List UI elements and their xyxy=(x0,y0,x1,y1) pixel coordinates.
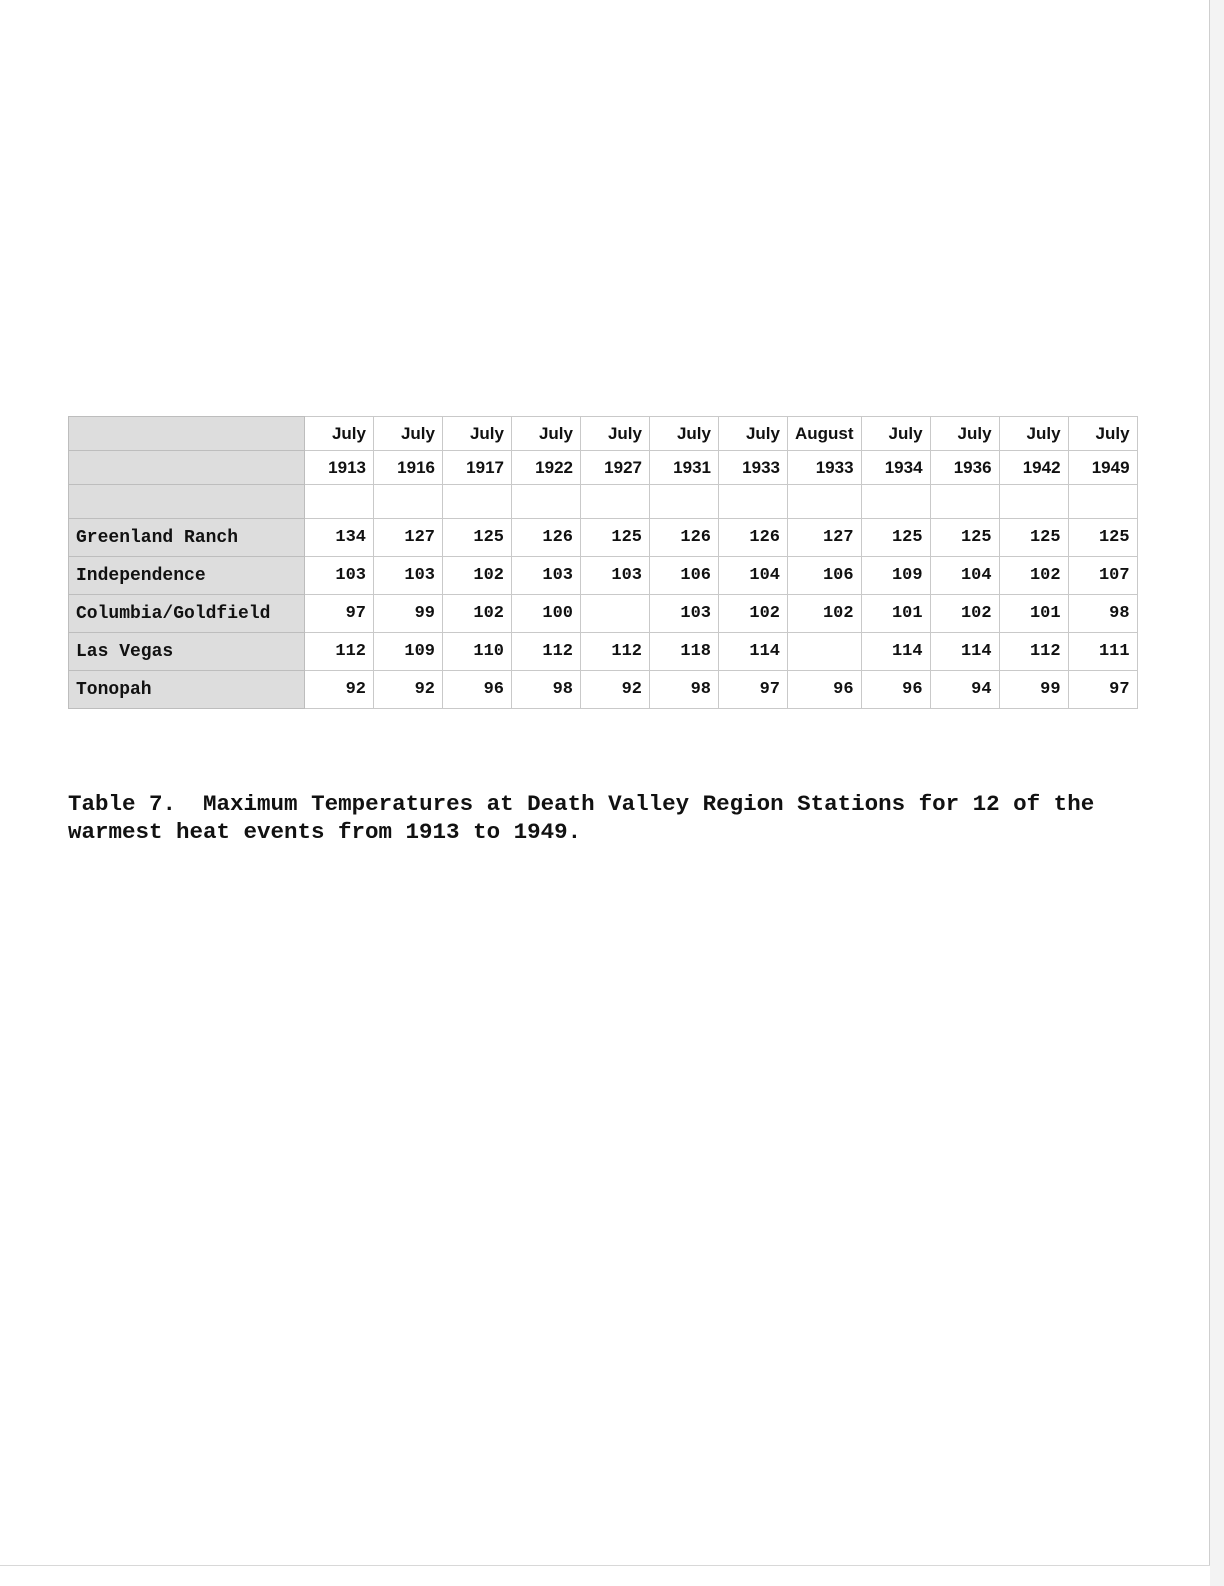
page-edge xyxy=(1209,0,1224,1586)
temperature-value: 112 xyxy=(305,633,374,671)
temperature-value: 102 xyxy=(443,595,512,633)
table-row xyxy=(69,595,1138,633)
header-month: July xyxy=(1068,417,1137,451)
table-caption xyxy=(68,790,1128,846)
blank-cell xyxy=(443,485,512,519)
header-month: July xyxy=(443,417,512,451)
temperature-value: 134 xyxy=(305,519,374,557)
temperature-value: 109 xyxy=(861,557,930,595)
header-month: July xyxy=(719,417,788,451)
temperature-value: 104 xyxy=(719,557,788,595)
table-row xyxy=(69,519,1138,557)
temperature-value: 125 xyxy=(999,519,1068,557)
temperature-value: 101 xyxy=(861,595,930,633)
temperature-value: 97 xyxy=(305,595,374,633)
header-year: 1913 xyxy=(305,451,374,485)
header-month: July xyxy=(930,417,999,451)
temperature-value: 99 xyxy=(374,595,443,633)
station-name: Columbia/Goldfield xyxy=(69,595,305,633)
temperature-value: 112 xyxy=(999,633,1068,671)
temperature-value: 96 xyxy=(861,671,930,709)
temperature-value: 112 xyxy=(581,633,650,671)
header-year: 1933 xyxy=(719,451,788,485)
header-year: 1936 xyxy=(930,451,999,485)
page-bottom-edge xyxy=(0,1565,1210,1586)
blank-row xyxy=(69,485,1138,519)
temperature-value: 103 xyxy=(650,595,719,633)
header-year: 1949 xyxy=(1068,451,1137,485)
temperature-value: 125 xyxy=(930,519,999,557)
temperature-value: 94 xyxy=(930,671,999,709)
header-year: 1934 xyxy=(861,451,930,485)
header-year: 1927 xyxy=(581,451,650,485)
header-year: 1922 xyxy=(512,451,581,485)
header-row-months xyxy=(69,417,1138,451)
header-month: July xyxy=(861,417,930,451)
header-year: 1931 xyxy=(650,451,719,485)
temperature-value: 106 xyxy=(650,557,719,595)
blank-stub-cell xyxy=(69,485,305,519)
caption-text: Maximum Temperatures at Death Valley Region Stations for 12 of the warmest heat events from 1913 to 1949. xyxy=(68,791,1108,845)
blank-cell xyxy=(305,485,374,519)
table-row xyxy=(69,557,1138,595)
temperature-value: 127 xyxy=(788,519,862,557)
temperature-value: 100 xyxy=(512,595,581,633)
temperature-value: 126 xyxy=(512,519,581,557)
temperature-value: 101 xyxy=(999,595,1068,633)
blank-cell xyxy=(512,485,581,519)
temperature-value: 114 xyxy=(861,633,930,671)
temperature-value: 126 xyxy=(719,519,788,557)
temperature-value: 114 xyxy=(930,633,999,671)
temperature-value: 111 xyxy=(1068,633,1137,671)
temperature-value: 102 xyxy=(788,595,862,633)
temperature-value: 103 xyxy=(581,557,650,595)
temperature-value: 103 xyxy=(374,557,443,595)
temperature-value: 92 xyxy=(305,671,374,709)
temperature-value: 125 xyxy=(861,519,930,557)
temperature-value: 125 xyxy=(581,519,650,557)
header-month: July xyxy=(305,417,374,451)
blank-cell xyxy=(650,485,719,519)
station-name: Tonopah xyxy=(69,671,305,709)
blank-cell xyxy=(788,485,862,519)
temperature-value: 102 xyxy=(999,557,1068,595)
temperature-value: 107 xyxy=(1068,557,1137,595)
header-stub-cell xyxy=(69,417,305,451)
header-month: July xyxy=(374,417,443,451)
temperature-value: 103 xyxy=(512,557,581,595)
temperature-value: 125 xyxy=(1068,519,1137,557)
temperature-value: 110 xyxy=(443,633,512,671)
header-month: July xyxy=(512,417,581,451)
temperature-value: 102 xyxy=(443,557,512,595)
temperature-value: 125 xyxy=(443,519,512,557)
temperature-value: 98 xyxy=(1068,595,1137,633)
blank-cell xyxy=(861,485,930,519)
header-month: July xyxy=(650,417,719,451)
header-month: July xyxy=(581,417,650,451)
temperature-value: 92 xyxy=(581,671,650,709)
temperature-value xyxy=(581,595,650,633)
temperature-value: 98 xyxy=(650,671,719,709)
temperature-value: 98 xyxy=(512,671,581,709)
temperature-value: 97 xyxy=(1068,671,1137,709)
temperature-value xyxy=(788,633,862,671)
temperature-value: 96 xyxy=(788,671,862,709)
temperature-table-body xyxy=(69,417,1138,709)
caption-label: Table 7. xyxy=(68,791,177,817)
temperature-value: 97 xyxy=(719,671,788,709)
temperature-value: 112 xyxy=(512,633,581,671)
header-year: 1916 xyxy=(374,451,443,485)
temperature-value: 92 xyxy=(374,671,443,709)
temperature-table xyxy=(68,416,1138,709)
header-month: July xyxy=(999,417,1068,451)
blank-cell xyxy=(719,485,788,519)
header-month: August xyxy=(788,417,862,451)
station-name: Independence xyxy=(69,557,305,595)
blank-cell xyxy=(930,485,999,519)
table-row xyxy=(69,633,1138,671)
station-name: Greenland Ranch xyxy=(69,519,305,557)
temperature-value: 102 xyxy=(719,595,788,633)
temperature-value: 99 xyxy=(999,671,1068,709)
header-stub-cell xyxy=(69,451,305,485)
temperature-value: 106 xyxy=(788,557,862,595)
temperature-value: 118 xyxy=(650,633,719,671)
header-row-years xyxy=(69,451,1138,485)
header-year: 1942 xyxy=(999,451,1068,485)
temperature-value: 96 xyxy=(443,671,512,709)
temperature-value: 126 xyxy=(650,519,719,557)
blank-cell xyxy=(1068,485,1137,519)
temperature-value: 104 xyxy=(930,557,999,595)
temperature-value: 103 xyxy=(305,557,374,595)
header-year: 1933 xyxy=(788,451,862,485)
blank-cell xyxy=(999,485,1068,519)
station-name: Las Vegas xyxy=(69,633,305,671)
header-year: 1917 xyxy=(443,451,512,485)
table-row xyxy=(69,671,1138,709)
blank-cell xyxy=(581,485,650,519)
temperature-value: 114 xyxy=(719,633,788,671)
blank-cell xyxy=(374,485,443,519)
temperature-value: 109 xyxy=(374,633,443,671)
temperature-value: 127 xyxy=(374,519,443,557)
temperature-value: 102 xyxy=(930,595,999,633)
